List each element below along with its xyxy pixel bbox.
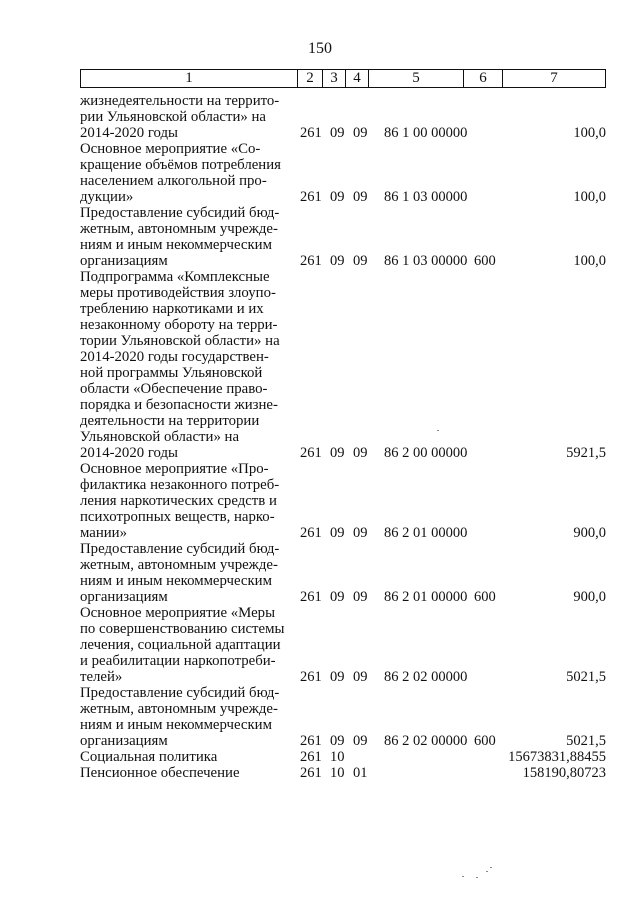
subsection-code: 09 [353, 733, 368, 749]
table-row [0, 541, 640, 605]
admin-code: 261 [300, 733, 322, 749]
section-code: 09 [330, 125, 345, 141]
table-row [0, 269, 640, 461]
description-line: треблению наркотиками и их [80, 301, 264, 317]
target-article-code: 86 2 00 00000 [384, 445, 468, 461]
description-line: ления наркотических средств и [80, 493, 277, 509]
description-line: Основное мероприятие «Про- [80, 461, 269, 477]
description-line: Предоставление субсидий бюд- [80, 541, 280, 557]
description-line: кращение объёмов потребления [80, 157, 281, 173]
description-line: Ульяновской области» на [80, 429, 240, 445]
subsection-code: 09 [353, 445, 368, 461]
description-line: Основное мероприятие «Меры [80, 605, 276, 621]
expense-type-code: 600 [474, 589, 496, 605]
description-line: Подпрограмма «Комплексные [80, 269, 270, 285]
description-line: психотропных веществ, нарко- [80, 509, 275, 525]
description-line: Основное мероприятие «Со- [80, 141, 261, 157]
admin-code: 261 [300, 749, 322, 765]
description-line: порядка и безопасности жизне- [80, 397, 278, 413]
description-line: населением алкогольной про- [80, 173, 267, 189]
description-line: 2014-2020 годы [80, 125, 178, 141]
section-code: 09 [330, 589, 345, 605]
section-code: 09 [330, 253, 345, 269]
description-line: жетным, автономным учрежде- [80, 557, 278, 573]
description-line: Предоставление субсидий бюд- [80, 685, 280, 701]
description-line: организациям [80, 589, 168, 605]
column-header-6: 6 [464, 70, 503, 88]
subsection-code: 09 [353, 589, 368, 605]
description-line: области «Обеспечение право- [80, 381, 268, 397]
row-description [80, 141, 292, 205]
description-line: ниям и иным некоммерческим [80, 573, 272, 589]
admin-code: 261 [300, 445, 322, 461]
admin-code: 261 [300, 125, 322, 141]
scan-speck [486, 871, 488, 872]
description-line: деятельности на территории [80, 413, 260, 429]
target-article-code: 86 1 03 00000 [384, 253, 468, 269]
row-description [80, 765, 292, 781]
subsection-code: 09 [353, 525, 368, 541]
description-line: меры противодействия злоупо- [80, 285, 276, 301]
table-row [0, 461, 640, 541]
row-description [80, 749, 292, 765]
description-line: ниям и иным некоммерческим [80, 237, 272, 253]
row-description [80, 685, 292, 749]
table-row [0, 93, 640, 141]
column-header-7: 7 [503, 70, 606, 88]
description-line: тории Ульяновской области» на [80, 333, 280, 349]
description-line: и реабилитации наркопотреби- [80, 653, 276, 669]
description-line: ниям и иным некоммерческим [80, 717, 272, 733]
scan-speck [476, 877, 478, 878]
page-number: 150 [308, 40, 332, 57]
admin-code: 261 [300, 765, 322, 781]
target-article-code: 86 1 03 00000 [384, 189, 468, 205]
description-line: 2014-2020 годы [80, 445, 178, 461]
description-line: телей» [80, 669, 123, 685]
target-article-code: 86 2 01 00000 [384, 589, 468, 605]
admin-code: 261 [300, 525, 322, 541]
section-code: 09 [330, 445, 345, 461]
section-code: 10 [330, 765, 345, 781]
table-row [0, 605, 640, 685]
subsection-code: 09 [353, 669, 368, 685]
description-line: Социальная политика [80, 749, 218, 765]
section-code: 09 [330, 733, 345, 749]
description-line: организациям [80, 253, 168, 269]
column-header-2: 2 [298, 70, 323, 88]
section-code: 09 [330, 189, 345, 205]
description-line: филактика незаконного потреб- [80, 477, 280, 493]
subsection-code: 09 [353, 125, 368, 141]
table-row [0, 141, 640, 205]
amount: 5021,5 [566, 669, 606, 685]
table-row [0, 685, 640, 749]
target-article-code: 86 2 02 00000 [384, 669, 468, 685]
target-article-code: 86 2 02 00000 [384, 733, 468, 749]
row-description [80, 461, 292, 541]
table-row [0, 765, 640, 781]
admin-code: 261 [300, 189, 322, 205]
amount: 5021,5 [566, 733, 606, 749]
description-line: жетным, автономным учрежде- [80, 701, 278, 717]
budget-rows [0, 93, 640, 781]
row-description [80, 205, 292, 269]
amount: 900,0 [573, 589, 606, 605]
description-line: жетным, автономным учрежде- [80, 221, 278, 237]
subsection-code: 09 [353, 189, 368, 205]
scan-speck [490, 867, 492, 868]
column-header-5: 5 [369, 70, 464, 88]
amount: 5921,5 [566, 445, 606, 461]
amount: 100,0 [573, 125, 606, 141]
column-header-1: 1 [81, 70, 298, 88]
expense-type-code: 600 [474, 733, 496, 749]
subsection-code: 01 [353, 765, 368, 781]
subsection-code: 09 [353, 253, 368, 269]
column-header-3: 3 [323, 70, 346, 88]
description-line: ной программы Ульяновской [80, 365, 263, 381]
amount: 100,0 [573, 189, 606, 205]
description-line: 2014-2020 годы государствен- [80, 349, 269, 365]
description-line: дукции» [80, 189, 134, 205]
description-line: лечения, социальной адаптации [80, 637, 281, 653]
description-line: рии Ульяновской области» на [80, 109, 266, 125]
column-header-row [81, 70, 606, 88]
amount: 100,0 [573, 253, 606, 269]
column-header-table [80, 69, 606, 88]
description-line: жизнедеятельности на террито- [80, 93, 280, 109]
description-line: Предоставление субсидий бюд- [80, 205, 280, 221]
row-description [80, 269, 292, 461]
description-line: незаконному обороту на терри- [80, 317, 278, 333]
amount: 158190,80723 [522, 765, 606, 781]
amount: 15673831,88455 [508, 749, 606, 765]
row-description [80, 93, 292, 141]
amount: 900,0 [573, 525, 606, 541]
description-line: по совершенствованию системы [80, 621, 285, 637]
admin-code: 261 [300, 589, 322, 605]
section-code: 09 [330, 669, 345, 685]
row-description [80, 605, 292, 685]
scan-speck [462, 876, 464, 877]
admin-code: 261 [300, 253, 322, 269]
target-article-code: 86 1 00 00000 [384, 125, 468, 141]
table-row [0, 749, 640, 765]
description-line: организациям [80, 733, 168, 749]
target-article-code: 86 2 01 00000 [384, 525, 468, 541]
description-line: Пенсионное обеспечение [80, 765, 240, 781]
description-line: мании» [80, 525, 127, 541]
table-row [0, 205, 640, 269]
admin-code: 261 [300, 669, 322, 685]
section-code: 09 [330, 525, 345, 541]
section-code: 10 [330, 749, 345, 765]
row-description [80, 541, 292, 605]
column-header-4: 4 [346, 70, 369, 88]
scan-speck [437, 430, 439, 431]
expense-type-code: 600 [474, 253, 496, 269]
